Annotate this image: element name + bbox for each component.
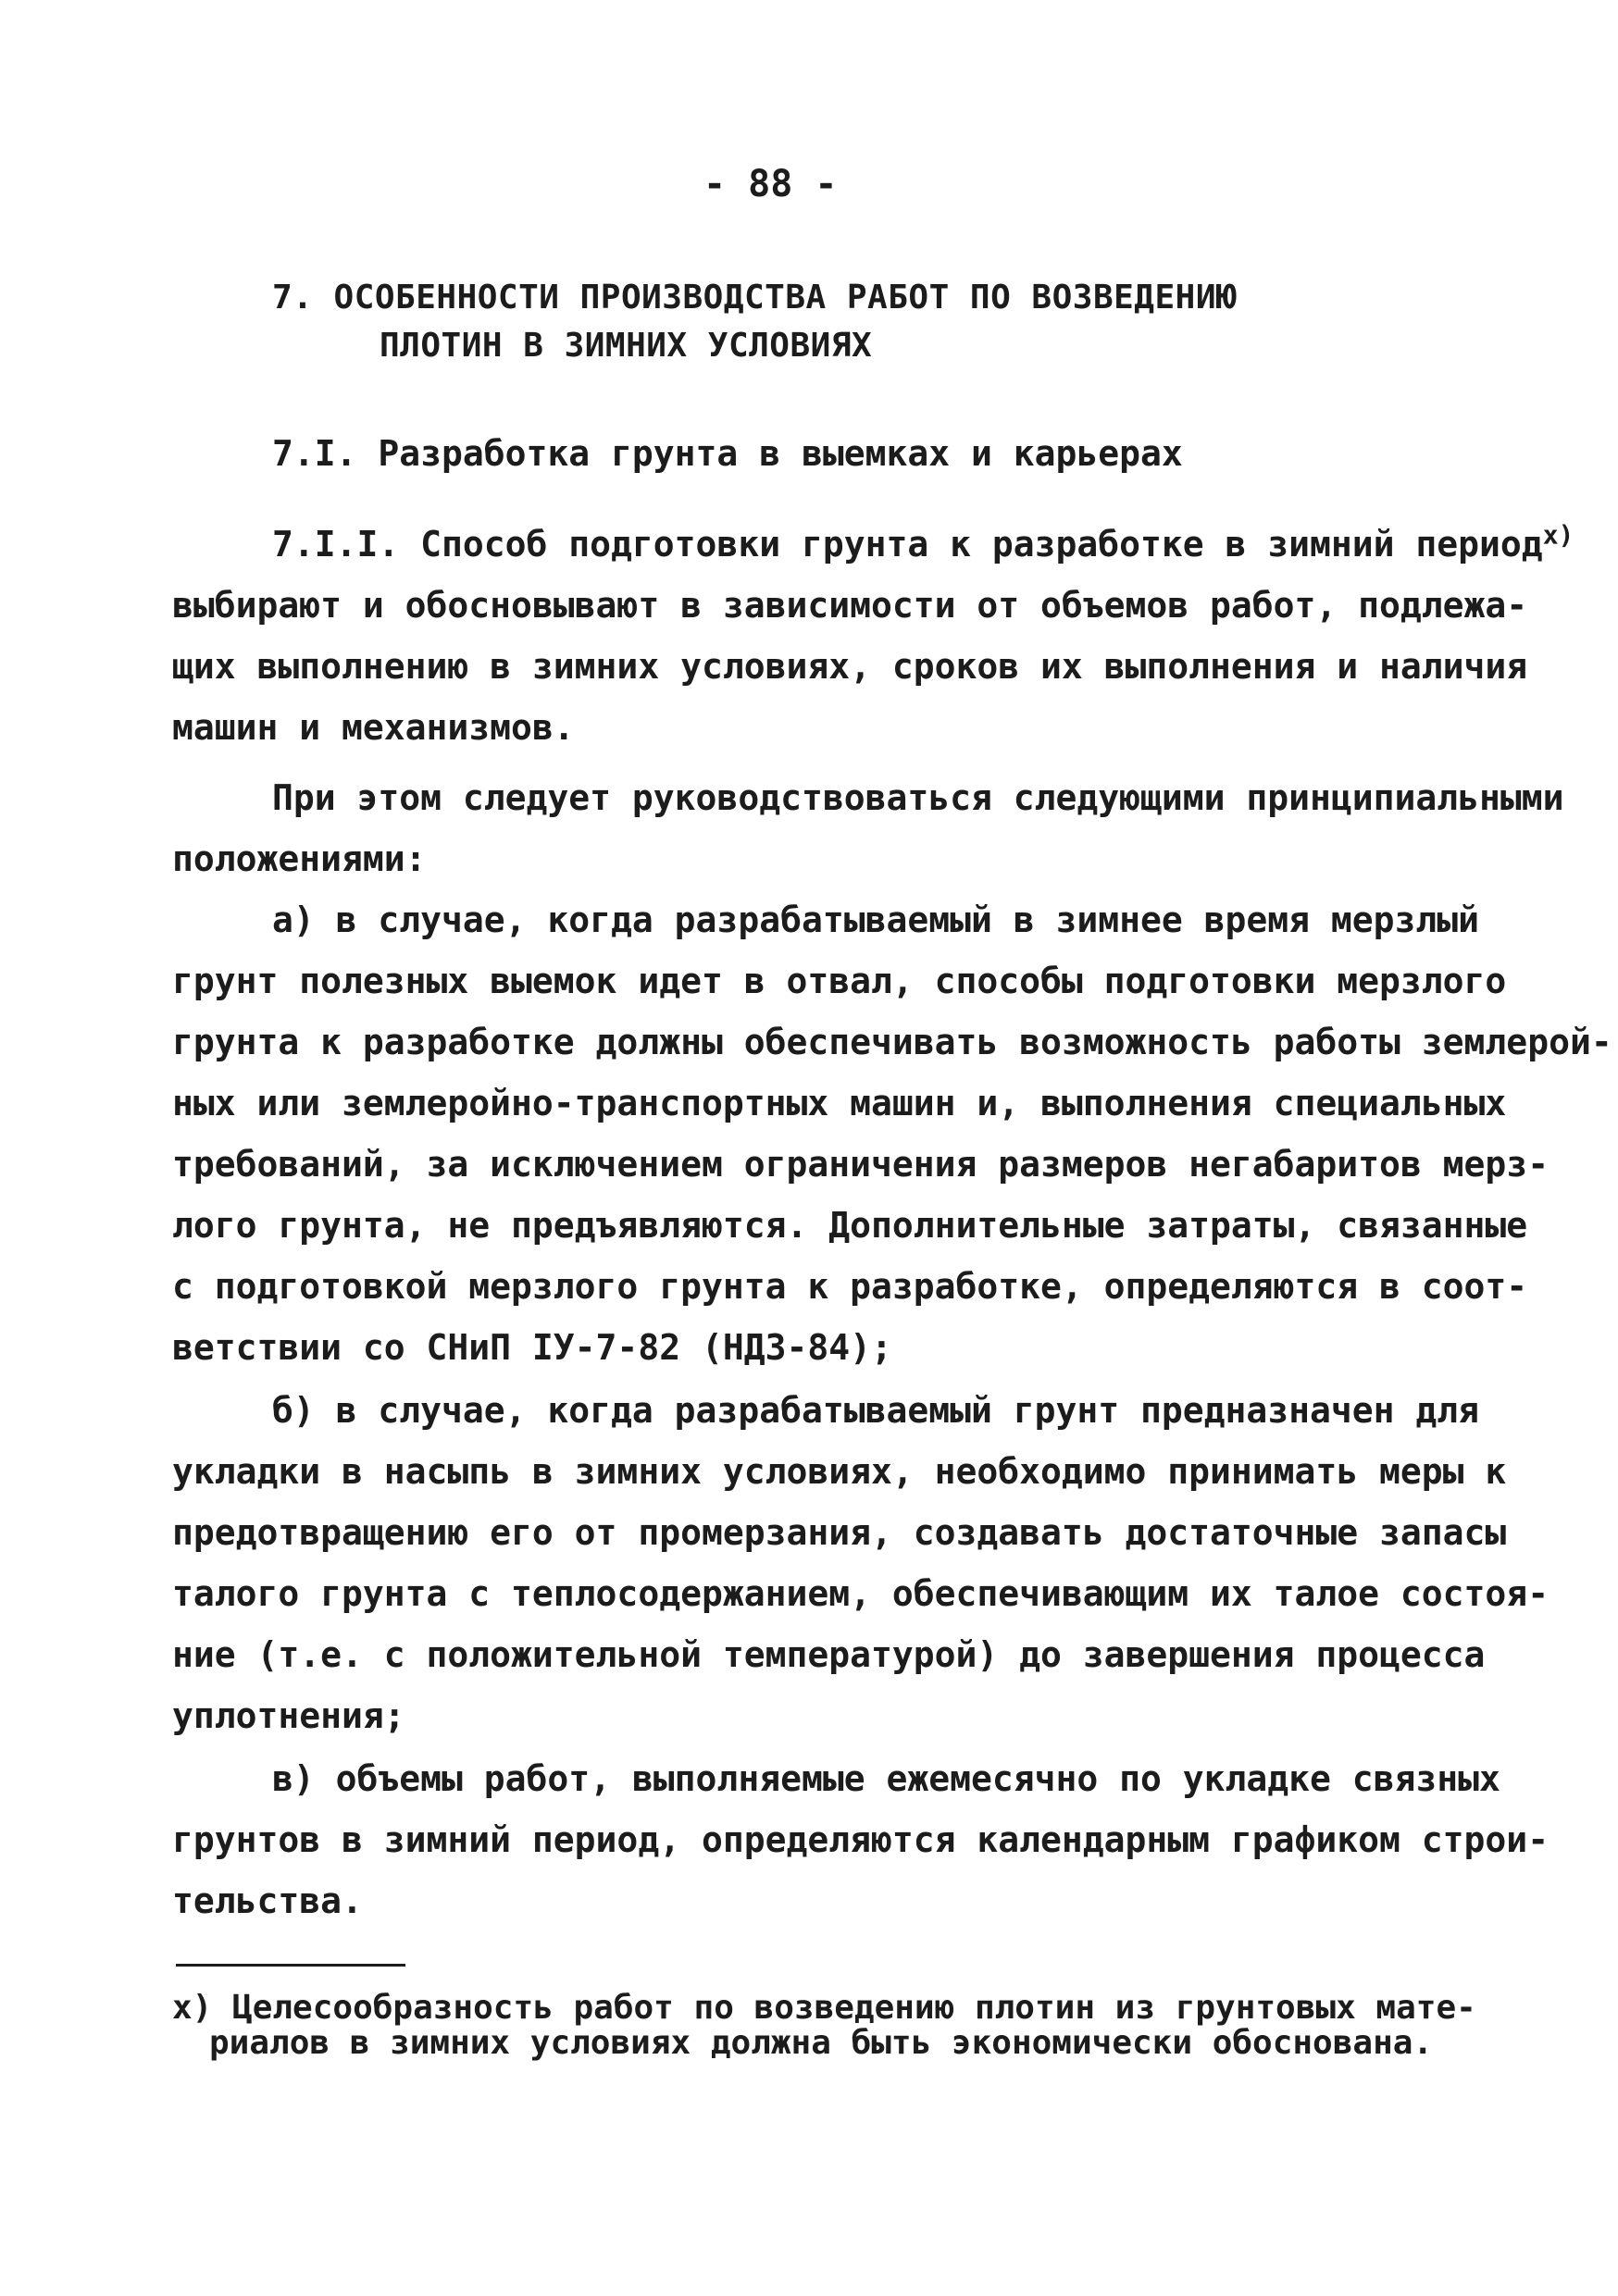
footnote-divider xyxy=(176,1964,405,1967)
subsection-title: 7.I. Разработка грунта в выемках и карьерах xyxy=(272,433,1183,474)
text-line: щих выполнению в зимних условиях, сроков их выполнения и наличия xyxy=(172,646,1528,687)
section-title-line: 7. ОСОБЕННОСТИ ПРОИЗВОДСТВА РАБОТ ПО ВОЗВЕДЕНИЮ xyxy=(272,279,1238,316)
text-line: б) в случае, когда разрабатываемый грунт предназначен для xyxy=(272,1390,1480,1431)
text-line: а) в случае, когда разрабатываемый в зимнее время мерзлый xyxy=(272,900,1480,940)
text-line: тельства. xyxy=(172,1880,363,1921)
text-line: грунтов в зимний период, определяются календарным графиком строи- xyxy=(172,1819,1550,1860)
text-line: ветствии со СНиП IУ-7-82 (НДЗ-84); xyxy=(172,1327,892,1368)
text-line: выбирают и обосновывают в зависимости от объемов работ, подлежа- xyxy=(172,585,1528,626)
paragraph-line-text: 7.I.I. Способ подготовки грунта к разработке в зимний период xyxy=(272,524,1543,565)
text-line: укладки в насыпь в зимних условиях, необходимо принимать меры к xyxy=(172,1451,1507,1492)
text-line: грунт полезных выемок идет в отвал, способы подготовки мерзлого xyxy=(172,961,1507,1001)
text-line: лого грунта, не предъявляются. Дополнительные затраты, связанные xyxy=(172,1205,1528,1246)
text-line: грунта к разработке должны обеспечивать возможность работы землерой- xyxy=(172,1022,1612,1062)
text-line: с подготовкой мерзлого грунта к разработке, определяются в соот- xyxy=(172,1266,1528,1307)
footnote-line: риалов в зимних условиях должна быть экономически обоснована. xyxy=(209,2024,1434,2062)
text-line: ных или землеройно-транспортных машин и, выполнения специальных xyxy=(172,1083,1507,1123)
text-line: предотвращению его от промерзания, создавать достаточные запасы xyxy=(172,1512,1507,1553)
text-line: требований, за исключением ограничения размеров негабаритов мерз- xyxy=(172,1144,1550,1185)
section-title-line: ПЛОТИН В ЗИМНИХ УСЛОВИЯХ xyxy=(380,327,873,365)
text-line: талого грунта с теплосодержанием, обеспечивающим их талое состоя- xyxy=(172,1573,1550,1614)
text-line: положениями: xyxy=(172,838,427,879)
footnote-marker: x) xyxy=(1542,519,1574,551)
text-line: При этом следует руководствоваться следующими принципиальными xyxy=(272,777,1564,818)
footnote-line: х) Целесообразность работ по возведению плотин из грунтовых мате- xyxy=(172,1989,1476,2027)
text-line: ние (т.е. с положительной температурой) до завершения процесса xyxy=(172,1634,1486,1675)
text-line: уплотнения; xyxy=(172,1695,405,1736)
text-line: в) объемы работ, выполняемые ежемесячно по укладке связных xyxy=(272,1758,1500,1799)
page-number: - 88 - xyxy=(703,163,838,205)
text-line xyxy=(272,519,1574,565)
text-line: машин и механизмов. xyxy=(172,707,575,748)
